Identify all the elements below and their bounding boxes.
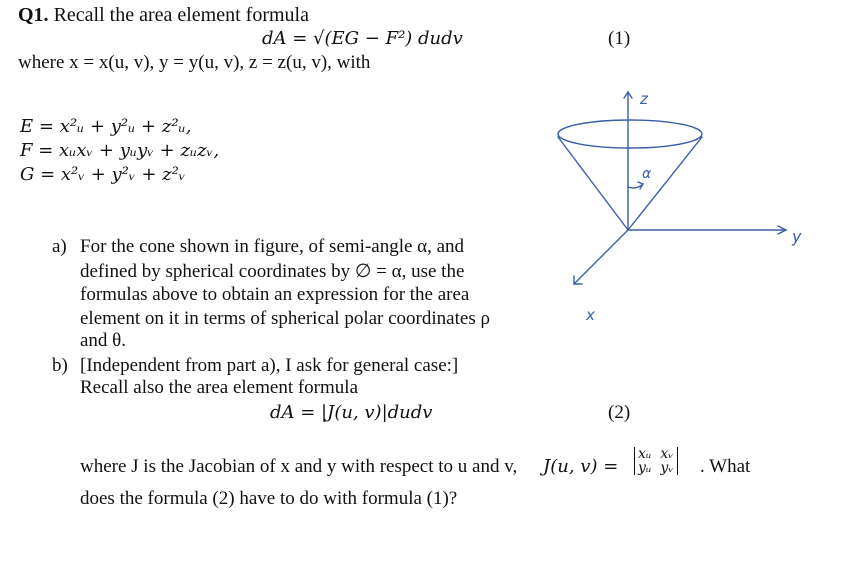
part-a-line-4: element on it in terms of spherical polar coordinates ρ — [80, 308, 490, 329]
jacobian-text: where J is the Jacobian of x and y with respect to u and v, — [80, 456, 518, 477]
part-a-label: a) — [52, 236, 67, 257]
part-b-line-2: Recall also the area element formula — [80, 377, 359, 398]
question-title — [18, 4, 309, 27]
det-xv: xᵥ — [660, 446, 674, 462]
question-number: Q1. — [18, 4, 49, 26]
det-yv: yᵥ — [660, 460, 674, 476]
part-a-line-1: For the cone shown in figure, of semi-angle α, and — [80, 236, 465, 257]
part-a-line-5: and θ. — [80, 330, 127, 351]
x-label: x — [586, 306, 595, 322]
part-b-line-1: [Independent from part a), I ask for general case:] — [80, 355, 459, 376]
jacobian-determinant — [634, 447, 678, 475]
y-label: y — [792, 227, 802, 246]
where-line: where x = x(u, v), y = y(u, v), z = z(u, v), with — [18, 52, 371, 73]
G-definition: G = x²ᵥ + y²ᵥ + z²ᵥ — [20, 164, 186, 185]
alpha-label: α — [642, 166, 652, 182]
jacobian-equation: J(u, v) = — [543, 456, 619, 477]
x-axis — [574, 230, 628, 284]
title-text: Recall the area element formula — [53, 4, 309, 26]
equation-1-number: (1) — [608, 28, 631, 49]
jacobian-tail: . What — [700, 456, 751, 477]
part-b-label: b) — [52, 355, 68, 376]
cone-figure — [548, 82, 838, 322]
part-a-line-2: defined by spherical coordinates by ∅ = α, use the — [80, 261, 465, 282]
final-question: does the formula (2) have to do with formula (1)? — [80, 488, 458, 509]
cone-right-edge — [628, 137, 702, 230]
det-xu: xᵤ — [638, 446, 652, 462]
z-label: z — [640, 90, 648, 108]
E-definition: E = x²ᵤ + y²ᵤ + z²ᵤ, — [20, 116, 192, 137]
equation-2: dA = |J(u, v)|dudv — [270, 402, 433, 423]
cone-left-edge — [558, 137, 628, 230]
det-yu: yᵤ — [638, 460, 652, 476]
equation-2-number: (2) — [608, 402, 631, 423]
part-a-line-3: formulas above to obtain an expression for the area — [80, 284, 470, 305]
F-definition: F = xᵤxᵥ + yᵤyᵥ + zᵤzᵥ, — [20, 140, 220, 161]
equation-1: dA = √(EG − F²) dudv — [262, 28, 463, 49]
cone-rim — [558, 120, 702, 148]
